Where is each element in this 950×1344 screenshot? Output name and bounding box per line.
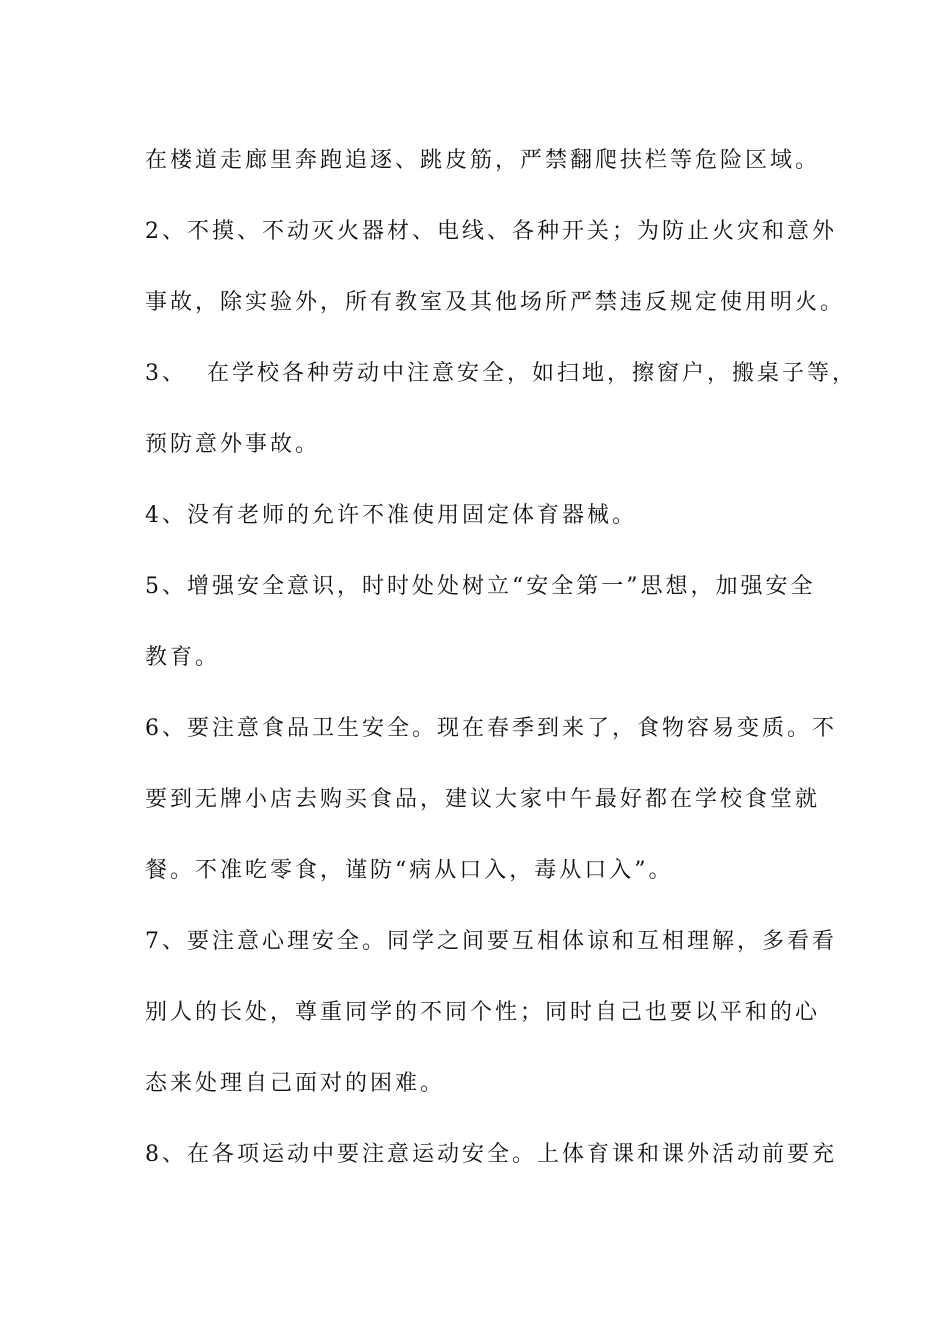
text-line: 事故，除实验外，所有教室及其他场所严禁违反规定使用明火。	[145, 290, 846, 315]
text-line: 要到无牌小店去购买食品，建议大家中午最好都在学校食堂就	[145, 787, 821, 812]
text-line: 3、 在学校各种劳动中注意安全，如扫地，擦窗户，搬桌子等，	[145, 361, 857, 386]
text-line: 教育。	[145, 645, 221, 670]
text-line: 6、要注意食品卫生安全。现在春季到来了，食物容易变质。不	[145, 716, 837, 741]
text-line: 别人的长处，尊重同学的不同个性；同时自己也要以平和的心	[145, 1000, 821, 1025]
text-line: 预防意外事故。	[145, 432, 321, 457]
text-line: 8、在各项运动中要注意运动安全。上体育课和课外活动前要充	[145, 1142, 837, 1167]
text-line: 7、要注意心理安全。同学之间要互相体谅和互相理解，多看看	[145, 929, 837, 954]
text-line: 4、没有老师的允许不准使用固定体育器械。	[145, 503, 637, 528]
text-line: 2、不摸、不动灭火器材、电线、各种开关；为防止火灾和意外	[145, 219, 837, 244]
text-line: 5、增强安全意识，时时处处树立“安全第一”思想，加强安全	[145, 574, 816, 599]
text-line: 在楼道走廊里奔跑追逐、跳皮筋，严禁翻爬扶栏等危险区域。	[145, 148, 821, 173]
text-line: 餐。不准吃零食，谨防“病从口入，毒从口入”。	[145, 858, 674, 883]
text-line: 态来处理自己面对的困难。	[145, 1071, 446, 1096]
body-text	[145, 125, 857, 1190]
